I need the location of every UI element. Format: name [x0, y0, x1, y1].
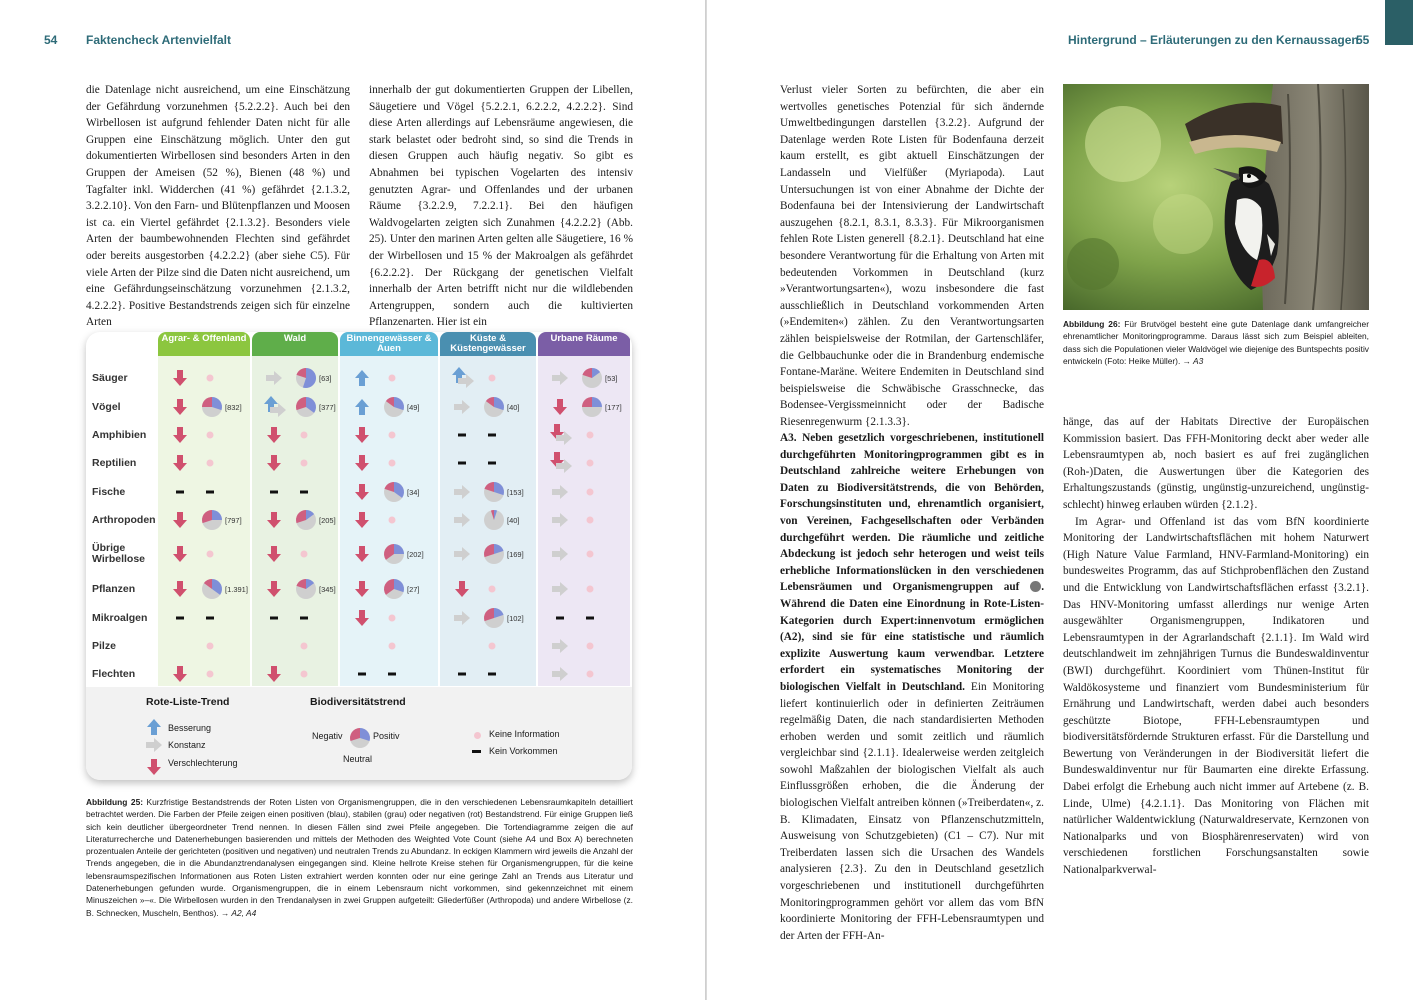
trend-count-label: [345]: [319, 585, 336, 594]
trend-arrow-icon: [173, 370, 187, 386]
trend-arrow-icon: [355, 427, 369, 443]
organism-group-label: Amphibien: [92, 429, 147, 441]
paragraph: Im Agrar- und Offenland ist das vom BfN koordinierte Monitoring der Landwirtschaftsflächen mit hohem Naturwert (High Nature Value Farmland, HNV-Farmland-Monitoring) ein bundesweites Programm, das auf Stichprobenflächen den Zustand und die Entwicklung von Landwirtschaftsflächen erfasst {3.2.1}. Das HNV-Monitoring umfasst allerdings nur wenige Arten ausgewählter Organismengruppen, Indikatoren und Lebensraumtypen in der Agrarlandschaft {2.1.1}. Im Wald wird deutschlandweit im zehnjährigen Turnus die Bundeswaldinventur (BWI) durchgeführt. Koordiniert vom Thünen-Institut für Waldökosysteme und finanziert vom Bundesministerium für Ernährung und Landwirtschaft, werden dabei auch besonders geschützte Biotope, FFH-Lebensraumtypen und biodiversitätsfördernde Strukturen erfasst. Für die Darstellung und Bewertung von Veränderungen in der Biodiversität liefert die Bundeswaldinventur nur für Baumarten eine direkte Erfassung. Dabei erfolgt die Erhebung auch nicht immer auf Artebene (z. B. Linde, Ulme) {4.2.1.1}. Das Monitoring von Flächen mit natürlicher Waldentwicklung (Naturwaldreservate, Kernzonen von Nationalparks und von Biosphärenreservaten) wird von verschiedenen forstlichen Forschungsanstalten sowie Nationalparkverwal-: [1063, 515, 1369, 877]
trend-arrow-icon: [454, 611, 470, 625]
no-info-dot: [207, 432, 214, 439]
trend-arrow-icon: [454, 547, 470, 561]
trend-arrow-icon: [552, 485, 568, 499]
trend-arrow-icon: [552, 547, 568, 561]
no-occurrence-dash: [586, 617, 594, 620]
photo-caption-reference: → A3: [1180, 355, 1204, 366]
trend-count-label: [797]: [225, 516, 242, 525]
habitat-header: Küste & Küstengewässer: [440, 332, 536, 356]
data-gap-dot-icon: [1030, 581, 1041, 592]
trend-count-label: [177]: [605, 403, 622, 412]
habitat-header: Binnengewässer & Auen: [340, 332, 438, 356]
no-occurrence-dash: [300, 491, 308, 494]
legend-label-positiv: Positiv: [373, 731, 400, 741]
page-number-right: 55: [1356, 33, 1370, 47]
legend-no-info-dot-icon: [474, 732, 481, 739]
trend-pie: [384, 397, 404, 417]
trend-arrow-icon: [267, 512, 281, 528]
trend-pie: [484, 482, 504, 502]
trend-count-label: [102]: [507, 614, 524, 623]
trend-arrow-icon: [173, 546, 187, 562]
trend-pie: [202, 510, 222, 530]
trend-count-label: [169]: [507, 550, 524, 559]
trend-count-label: [205]: [319, 516, 336, 525]
no-occurrence-dash: [556, 617, 564, 620]
no-info-dot: [301, 551, 308, 558]
trend-count-label: [40]: [507, 516, 520, 525]
no-occurrence-dash: [488, 673, 496, 676]
no-info-dot: [301, 671, 308, 678]
no-info-dot: [587, 671, 594, 678]
legend-label-down: Verschlechterung: [168, 758, 238, 768]
no-info-dot: [301, 643, 308, 650]
trend-pie: [202, 397, 222, 417]
no-occurrence-dash: [458, 673, 466, 676]
no-info-dot: [587, 432, 594, 439]
chart-legend: [86, 687, 632, 780]
no-info-dot: [389, 517, 396, 524]
trend-arrow-icon: [553, 399, 567, 415]
trend-count-label: [377]: [319, 403, 336, 412]
trend-pie: [384, 544, 404, 564]
trend-arrow-icon: [355, 546, 369, 562]
legend-arrow-down-icon: [147, 759, 161, 775]
trend-pie: [296, 368, 316, 388]
trend-count-label: [1.391]: [225, 585, 248, 594]
organism-group-label: Fische: [92, 486, 126, 498]
right-page: [707, 0, 1413, 1000]
no-info-dot: [389, 375, 396, 382]
no-info-dot: [389, 432, 396, 439]
habitat-header: Wald: [252, 332, 338, 356]
trend-pie: [484, 608, 504, 628]
trend-arrow-icon: [267, 581, 281, 597]
no-occurrence-dash: [358, 673, 366, 676]
no-info-dot: [207, 551, 214, 558]
no-info-dot: [489, 375, 496, 382]
no-occurrence-dash: [458, 434, 466, 437]
trend-count-label: [153]: [507, 488, 524, 497]
left-page: [0, 0, 706, 1000]
organism-group-label: Pilze: [92, 640, 116, 652]
trend-arrow-icon: [173, 399, 187, 415]
no-occurrence-dash: [206, 491, 214, 494]
trend-arrow-icon: [355, 610, 369, 626]
legend-label-up: Besserung: [168, 723, 212, 733]
organism-group-label: Pflanzen: [92, 583, 136, 595]
caption-text: Kurzfristige Bestandstrends der Roten Listen von Organismengruppen, die in den verschiedenen Lebensraumkapiteln detailliert betrachtet werden. Die Farben der Pfeile zeigen einen positiven (blau), stabilen (grau) oder negativen (rot) Bestandstrend. Für einige Gruppen ließ sich kein deutlicher übergeordneter Trend nennen. In diesen Fällen sind zwei Pfeile angegeben. Die Tortendiagramme zeigen die auf Literaturrecherche und Datenerhebungen basierenden und mittels der Methoden des Weighted Vote Count (siehe A4 und Box A) berechneten prozentualen Anteile der gerichteten (positiven und negativen) und neutralen Trends zu Abundanz. In eckigen Klammern wird jeweils die Anzahl der Trends angegeben, die in die Abundanztrendanalysen eingegangen sind. Kleine hellrote Kreise stehen für Organismengruppen, für die keine lebensraumspezifischen Informationen aus Roten Listen extrahiert werden konnten oder nur eine geringe Zahl an Trends aus Literatur und Datenerhebungen gefunden wurde. Organismengruppen, die in einem Lebensraum nicht vorkommen, sind gekennzeichnet mit einem Minuszeichen »–«. Die Wirbellosen wurden in den Trendanalysen in zwei Gruppen aufgeteilt: Gliederfüßer (Arthropoda) und andere Wirbellose (z. B. Schnecken, Muscheln, Benthos).: [86, 797, 633, 918]
no-occurrence-dash: [270, 491, 278, 494]
trend-arrow-icon: [355, 484, 369, 500]
left-text-column-2: [369, 82, 633, 331]
trend-arrow-icon: [267, 427, 281, 443]
trend-pie: [582, 368, 602, 388]
no-info-dot: [587, 460, 594, 467]
figure-25-chart: [86, 332, 632, 780]
organism-group-label: Säuger: [92, 372, 128, 384]
no-info-dot: [389, 460, 396, 467]
photo-caption-label: Abbildung 26:: [1063, 319, 1121, 329]
trend-arrow-icon: [267, 455, 281, 471]
legend-pie-icon: [349, 727, 371, 749]
a3-bold-part-1: A3. Neben gesetzlich vorgeschriebenen, institutionell durchgeführten Monitoringprogrammen gibt es in Deutschland zahlreiche weitere Erhebungen von Daten zu Biodiversitätstrends, die von Behörden, Forschungsinstituten und, ehrenamtlich organisiert, von Vereinen, Fachgesellschaften oder Verbänden durchgeführt werden. Die räumliche und zeitliche Abdeckung ist jedoch sehr heterogen und weist teils erhebliche Informationslücken in den verschiedenen Lebensräumen und Organismengruppen auf: [780, 432, 1044, 594]
trend-arrow-icon: [355, 399, 369, 415]
legend-label-none: Kein Vorkommen: [489, 746, 558, 756]
legend-none-dash-icon: [472, 750, 481, 753]
right-text-column-1-a3: [780, 430, 1044, 944]
trend-arrow-icon: [173, 455, 187, 471]
no-occurrence-dash: [488, 434, 496, 437]
no-info-dot: [207, 375, 214, 382]
no-occurrence-dash: [206, 617, 214, 620]
paragraph: Verlust vieler Sorten zu befürchten, die aber ein wertvolles genetisches Potenzial für sich ändernde Umweltbedingungen darstellen {3.2.2}. Aufgrund der Datenlage werden Rote Listen für Bodenfauna derzeit kaum erstellt, es gibt aktuell Einschätzungen der Landasseln und Vielfüßer (Myriapoda). Laut Untersuchungen ist von einer Abnahme der Dichte der Bodenfauna bei der Intensivierung der Landwirtschaft auszugehen {8.2.1, 8.3.1, 8.3.3}. Für Mikroorganismen fehlen Rote Listen generell {8.2.1}. Deutschland hat eine besondere Verantwortung für die Erhaltung von Arten mit bedeutenden Vorkommen in Deutschland (kurz »Verantwortungsarten«), wozu insbesondere die fast ausschließlich in Deutschland vorkommenden Arten (»Endemiten«) zählen. Zu den Verantwortungsarten zählen beispielsweise der Rotmilan, der Gartenschläfer, die Gelbbauchunke oder die in Brandenburg endemische Fontane-Maräne. Weitere Endemiten in Deutschland sind beispielsweise die Schwäbische Grasschnecke, das Bodensee-Vergissmeinnicht oder der Badische Riesenregenwurm {2.1.3.3}.: [780, 84, 1044, 428]
trend-arrow-icon: [173, 581, 187, 597]
legend-arrows: [144, 717, 164, 777]
no-occurrence-dash: [388, 673, 396, 676]
trend-count-label: [40]: [507, 403, 520, 412]
trend-arrow-icon: [552, 639, 568, 653]
right-text-column-2: [1063, 414, 1369, 879]
a3-bold-part-2: . Während die Daten eine Einordnung in Rote-Listen-Kategorien durch Expert:innenvotum ermöglichen (A2), sind sie für eine statistische und räumlich explizite Auswertung kaum verwendbar. Letztere erfordert ein systematisches Monitoring der biologischen Vielfalt in Deutschland.: [780, 581, 1045, 693]
trend-arrow-icon: [552, 371, 568, 385]
legend-arrow-up-icon: [147, 719, 161, 735]
no-occurrence-dash: [458, 462, 466, 465]
habitat-header: Agrar- & Offenland: [158, 332, 250, 356]
organism-group-label: Vögel: [92, 401, 121, 413]
trend-pie: [384, 482, 404, 502]
paragraph: innerhalb der gut dokumentierten Gruppen der Libellen, Säugetiere und Vögel {5.2.2.1, 6.2.2.2, 4.2.2.2}. Sind diese Arten allerdings auf Lebensräume angewiesen, die stark belastet oder bedroht sind, so sind die Trends in diesen Gruppen auch häufig negativ. So gibt es Abnahmen bei typischen Vogelarten des intensiv genutzten Agrar- und Offenlandes und der urbanen Räume {3.2.2.9, 7.2.2.1}. Bei den häufigen Waldvogelarten zeigten sich Zunahmen {4.2.2.2} (Abb. 25). Unter den marinen Arten gelten alle Säugetiere, 16 % der Wirbellosen und 15 % der Makroalgen als gefährdet {6.2.2.2}. Der Rückgang der genetischen Vielfalt innerhalb der Arten betrifft nicht nur die wildlebenden Artengruppen, sondern auch die kultivierten Pflanzenarten. Hier ist ein: [369, 84, 633, 329]
trend-arrow-icon: [552, 667, 568, 681]
no-info-dot: [587, 586, 594, 593]
caption-reference: → A2, A4: [218, 907, 257, 918]
trend-pie: [484, 397, 504, 417]
trend-count-label: [34]: [407, 488, 420, 497]
no-occurrence-dash: [488, 462, 496, 465]
paragraph-a3: [780, 430, 1044, 944]
trend-count-label: [27]: [407, 585, 420, 594]
trend-pie: [296, 510, 316, 530]
right-text-column-1-top: [780, 82, 1044, 430]
woodpecker-photo: [1063, 84, 1369, 310]
trend-count-label: [832]: [225, 403, 242, 412]
no-info-dot: [207, 460, 214, 467]
trend-count-label: [49]: [407, 403, 420, 412]
trend-arrow-icon: [454, 513, 470, 527]
no-info-dot: [389, 643, 396, 650]
trend-pie: [202, 579, 222, 599]
legend-label-neutral: Neutral: [343, 754, 373, 764]
no-occurrence-dash: [176, 617, 184, 620]
trend-arrow-icon: [173, 666, 187, 682]
trend-pie: [484, 510, 504, 530]
photo-caption-text: Für Brutvögel besteht eine gute Datenlage dank umfangreicher ehrenamtlicher Monitoringprogramme. Daraus lässt sich zum Beispiel ableiten, dass sich die Populationen vieler Waldvögel wie diejenige des Buntspechts positiv entwickeln (Foto: Heike Müller).: [1063, 319, 1370, 366]
no-info-dot: [301, 432, 308, 439]
no-info-dot: [489, 586, 496, 593]
trend-arrow-icon: [355, 370, 369, 386]
trend-arrow-icon: [173, 512, 187, 528]
habitat-header: Urbane Räume: [538, 332, 630, 356]
trend-arrow-icon: [267, 666, 281, 682]
organism-group-label: Arthropoden: [92, 514, 156, 526]
page-number-left: 54: [44, 33, 58, 47]
trend-count-label: [63]: [319, 374, 332, 383]
trend-count-label: [202]: [407, 550, 424, 559]
trend-arrow-icon: [267, 546, 281, 562]
legend-title-red-list: Rote-Liste-Trend: [146, 696, 230, 708]
trend-arrow-icon: [552, 513, 568, 527]
no-info-dot: [587, 489, 594, 496]
trend-pie: [296, 397, 316, 417]
trend-arrow-icon: [266, 371, 282, 385]
a3-rest: Ein Monitoring liefert kontinuierlich oder in definierten Zeiträumen regelmäßig Daten, die nach standardisierten Methoden erhoben werden und somit zeitlich und räumlich vergleichbar sind {2.1.1}. Idealerweise werden zeitgleich sowohl Maßzahlen der biologischen Vielfalt als auch Einflussgrößen erhoben, die die Änderung der biologischen Vielfalt antreiben können (»Treiberdaten«, z. B. Klimadaten, Einsatz von Pflanzenschutzmitteln, Ausweisung von Schutzgebieten) (C1 – C7). Nur mit Treiberdaten lassen sich die Ursachen des Wandels analysieren {2.3}. Zu den in Deutschland gesetzlich vorgeschriebenen und institutionell durchgeführten Monitoringprogrammen gehört vor allem das vom BfN koordinierte Monitoring der FFH-Lebensraumtypen und der Arten der FFH-An-: [780, 680, 1044, 942]
legend-label-no-info: Keine Information: [489, 729, 560, 739]
no-occurrence-dash: [270, 617, 278, 620]
trend-pie: [484, 544, 504, 564]
no-occurrence-dash: [176, 491, 184, 494]
legend-label-negativ: Negativ: [312, 731, 343, 741]
no-info-dot: [301, 460, 308, 467]
organism-group-label: Mikroalgen: [92, 612, 148, 624]
running-head-left: Faktencheck Artenvielfalt: [86, 33, 231, 47]
figure-26-caption: [1063, 318, 1369, 367]
no-info-dot: [489, 643, 496, 650]
no-info-dot: [389, 615, 396, 622]
caption-label: Abbildung 25:: [86, 797, 144, 807]
trend-arrow-icon: [455, 581, 469, 597]
no-occurrence-dash: [300, 617, 308, 620]
trend-arrow-icon: [552, 582, 568, 596]
no-info-dot: [587, 551, 594, 558]
organism-group-label: Übrige Wirbellose: [92, 542, 146, 565]
trend-pie: [296, 579, 316, 599]
no-info-dot: [587, 643, 594, 650]
chapter-tab: [1385, 0, 1413, 45]
legend-arrow-flat-icon: [146, 738, 162, 752]
running-head-right: Hintergrund – Erläuterungen zu den Kernaussagen: [1068, 33, 1359, 47]
no-info-dot: [207, 671, 214, 678]
trend-pie: [582, 397, 602, 417]
trend-arrow-icon: [173, 427, 187, 443]
trend-count-label: [53]: [605, 374, 618, 383]
figure-25-caption: [86, 796, 633, 919]
legend-label-flat: Konstanz: [168, 740, 206, 750]
paragraph: hänge, das auf der Habitats Directive der Europäischen Kommission basiert. Das FFH-Monitoring deckt aber weder alle Lebensraumtypen ab, noch basiert es auf frei zugänglichen (Roh-)Daten, die Auswertungen über die Kategorien des Erhaltungszustands (günstig, ungünstig-unzureichend, ungünstig-schlecht) hinweg erlauben würden {2.1.2}.: [1063, 416, 1369, 511]
left-text-column-1: [86, 82, 350, 331]
trend-arrow-icon: [355, 581, 369, 597]
trend-arrow-icon: [454, 485, 470, 499]
trend-arrow-icon: [355, 455, 369, 471]
trend-arrow-icon: [355, 512, 369, 528]
trend-marks: [86, 332, 632, 687]
organism-group-label: Flechten: [92, 668, 136, 680]
no-info-dot: [587, 517, 594, 524]
trend-pie: [384, 579, 404, 599]
legend-title-biodiversity: Biodiversitätstrend: [310, 696, 406, 708]
no-info-dot: [207, 643, 214, 650]
organism-group-label: Reptilien: [92, 457, 137, 469]
trend-arrow-icon: [454, 400, 470, 414]
paragraph: die Datenlage nicht ausreichend, um eine Einschätzung der Gefährdung vorzunehmen {5.2.2.2}. Auch bei den Wirbellosen ist aufgrund fehlender Daten nicht für alle Gruppen eine Einschätzung möglich. Unter den gut dokumentierten Wirbellosen sind besonders Arten in den Gruppen der Ameisen (52 %), Bienen (48 %) und Tagfalter inkl. Widderchen (41 %) gefährdet {2.1.3.2, 3.2.2.10}. Von den Farn- und Blütenpflanzen und Moosen ist ca. ein Viertel gefährdet {2.1.3.2}. Besonders viele Arten der baumbewohnenden Flechten sind gefährdet oder bereits ausgestorben {4.2.2.2} (aber siehe C5). Für viele Arten der Pilze sind die Daten nicht ausreichend, um eine Gefährdungseinschätzung vorzunehmen {2.1.3.2, 4.2.2.2}. Positive Bestandstrends zeigen sich für einzelne Arten: [86, 84, 350, 329]
